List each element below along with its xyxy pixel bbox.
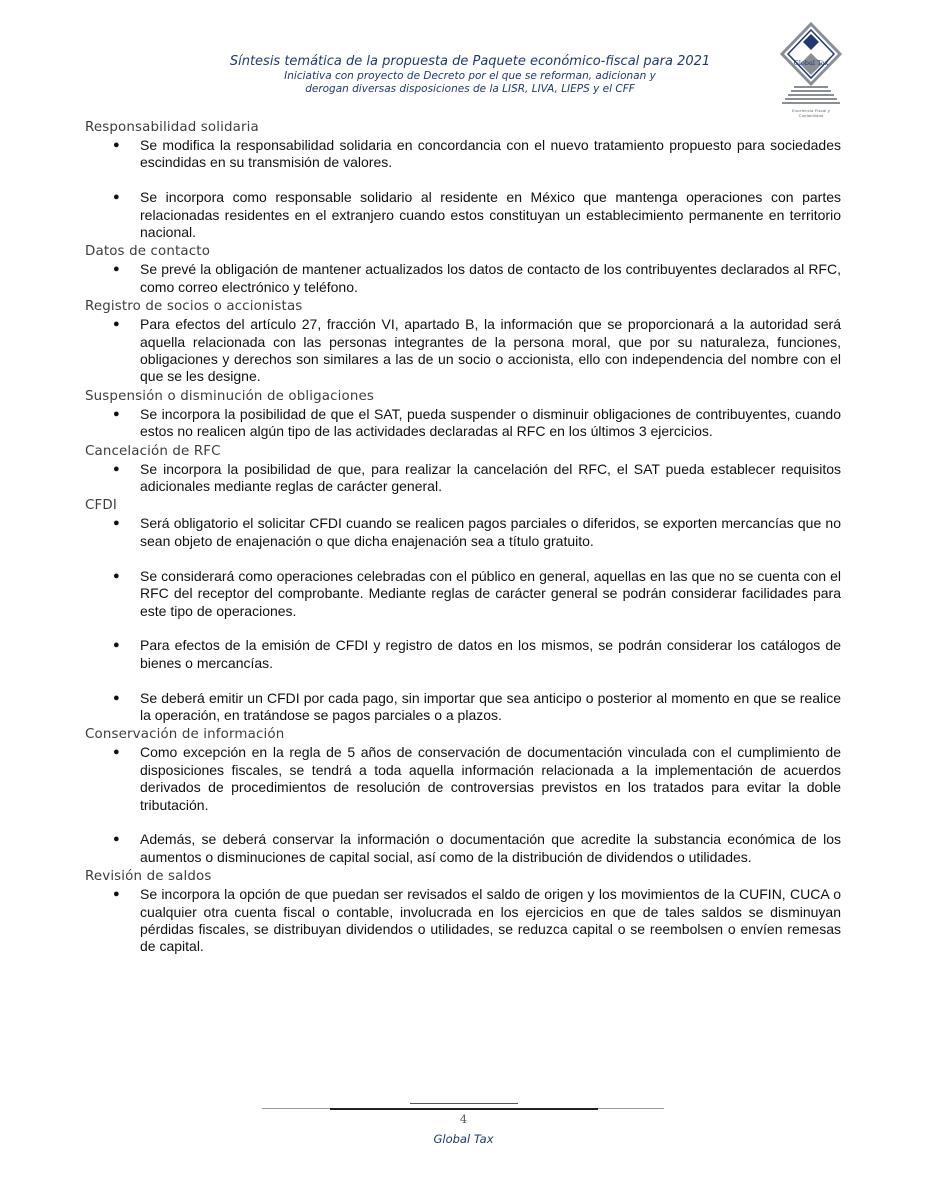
bullet-icon: ●	[113, 318, 120, 331]
footer-divider-short	[410, 1103, 518, 1104]
bullet-item: ● Como excepción en la regla de 5 años de conservación de documentación vinculada con el cumplimiento de disposiciones fiscales, se tendrá a toda aquella información relacionada a la implementación de acuerdos derivados de procedimientos de resolución de controversias previstos en los tratados para evitar la doble tributación.	[113, 744, 841, 813]
bullet-icon: ●	[113, 407, 120, 420]
global-tax-logo	[780, 22, 842, 118]
footer-divider-accent	[330, 1108, 598, 1110]
logo-emblem-icon	[780, 22, 842, 114]
bullet-icon: ●	[113, 691, 120, 704]
bullet-item: ● Se incorpora la posibilidad de que, para realizar la cancelación del RFC, el SAT pueda establecer requisitos adicionales mediante reglas de carácter general.	[113, 460, 841, 495]
section-title: Datos de contacto	[85, 244, 211, 260]
bullet-list	[85, 316, 841, 386]
section-conservacion-informacion	[85, 725, 841, 866]
bullet-icon: ●	[113, 139, 120, 151]
section-title: Suspensión o disminución de obligaciones	[85, 388, 375, 404]
section-title: CFDI	[85, 498, 117, 514]
bullet-item: ● Se incorpora la opción de que puedan ser revisados el saldo de origen y los movimientos de la CUFIN, CUCA o cualquier otra cuenta fiscal o contable, involucrada en los ejercicios en que de tales saldos se disminuyan pérdidas fiscales, se distribuyan dividendos o utilidades, se reduzca capital o se reembolsen o envíen remesas de capital.	[113, 886, 841, 955]
section-responsabilidad-solidaria	[85, 118, 841, 241]
bullet-item: ● Para efectos de la emisión de CFDI y registro de datos en los mismos, se podrán considerar los catálogos de bienes o mercancías.	[113, 637, 841, 671]
bullet-item: ● Será obligatorio el solicitar CFDI cuando se realicen pagos parciales o diferidos, se exporten mercancías que no sean objeto de enajenación o que dicha enajenación sea a título gratuito.	[113, 515, 841, 549]
document-title: Síntesis temática de la propuesta de Paquete económico-fiscal para 2021	[229, 54, 711, 69]
bullet-item: ● Para efectos del artículo 27, fracción VI, apartado B, la información que se proporcionará a la autoridad será aquella relacionada con las personas integrantes de la persona moral, que por su naturaleza, funciones, obligaciones y derechos son similares a las de un socio o accionista, ello con independencia del nombre con el que se les designe.	[113, 316, 841, 385]
bullet-icon: ●	[113, 569, 120, 582]
section-cancelacion-rfc	[85, 442, 841, 496]
bullet-list	[85, 406, 841, 441]
section-title: Registro de socios o accionistas	[85, 299, 303, 315]
bullet-list	[85, 137, 841, 241]
section-cfdi	[85, 496, 841, 724]
document-subtitle-line2: derogan diversas disposiciones de la LISR, LIVA, LIEPS y el CFF	[305, 83, 635, 95]
bullet-item: ● Se deberá emitir un CFDI por cada pago, sin importar que sea anticipo o posterior al momento en que se realice la operación, en tratándose se pagos parciales o a plazos.	[113, 689, 841, 723]
document-subtitle-line1: Iniciativa con proyecto de Decreto por el que se reforman, adicionan y	[284, 70, 656, 82]
section-title: Revisión de saldos	[85, 869, 212, 885]
section-registro-de-socios	[85, 297, 841, 386]
logo-text: Global Tax	[793, 59, 829, 67]
document-body	[85, 117, 841, 956]
bullet-item: ● Se incorpora como responsable solidario al residente en México que mantenga operaciones con partes relacionadas residentes en el extranjero cuando estos constituyan un establecimiento permanente en territorio nacional.	[113, 189, 841, 241]
bullet-icon: ●	[113, 462, 120, 475]
bullet-item: ● Además, se deberá conservar la información o documentación que acredite la substancia económica de los aumentos o disminuciones de capital social, así como de la distribución de dividendos o utilidades.	[113, 831, 841, 865]
bullet-icon: ●	[113, 263, 120, 276]
bullet-icon: ●	[113, 517, 120, 530]
bullet-list	[85, 261, 841, 296]
bullet-list	[85, 461, 841, 496]
footer-brand: Global Tax	[433, 1132, 494, 1146]
section-title: Conservación de información	[85, 727, 285, 743]
section-title: Cancelación de RFC	[85, 443, 221, 459]
bullet-list	[85, 886, 841, 956]
bullet-icon: ●	[113, 746, 120, 759]
bullet-list	[85, 744, 841, 866]
section-title: Responsabilidad solidaria	[85, 120, 259, 135]
section-datos-de-contacto	[85, 242, 841, 296]
page-number: 4	[460, 1113, 467, 1126]
logo-tagline: Excelencia Fiscal y Contabilidad	[792, 108, 830, 118]
bullet-icon: ●	[113, 639, 120, 652]
section-suspension-obligaciones	[85, 387, 841, 441]
bullet-icon: ●	[113, 833, 120, 846]
bullet-list	[85, 515, 841, 724]
section-revision-saldos	[85, 867, 841, 956]
bullet-item: ● Se modifica la responsabilidad solidaria en concordancia con el nuevo tratamiento propuesto para sociedades escindidas en su transmisión de valores.	[113, 137, 841, 171]
bullet-icon: ●	[113, 888, 120, 901]
bullet-item: ● Se incorpora la posibilidad de que el SAT, pueda suspender o disminuir obligaciones de contribuyentes, cuando estos no realicen algún tipo de las actividades declaradas al RFC en los últimos 3 ejercicios.	[113, 405, 841, 440]
bullet-icon: ●	[113, 191, 120, 204]
bullet-item: ● Se considerará como operaciones celebradas con el público en general, aquellas en las que no se cuenta con el RFC del receptor del comprobante. Mediante reglas de carácter general se podrán considerar facilidades para este tipo de operaciones.	[113, 567, 841, 619]
bullet-item: ● Se prevé la obligación de mantener actualizados los datos de contacto de los contribuyentes declarados al RFC, como correo electrónico y teléfono.	[113, 261, 841, 295]
